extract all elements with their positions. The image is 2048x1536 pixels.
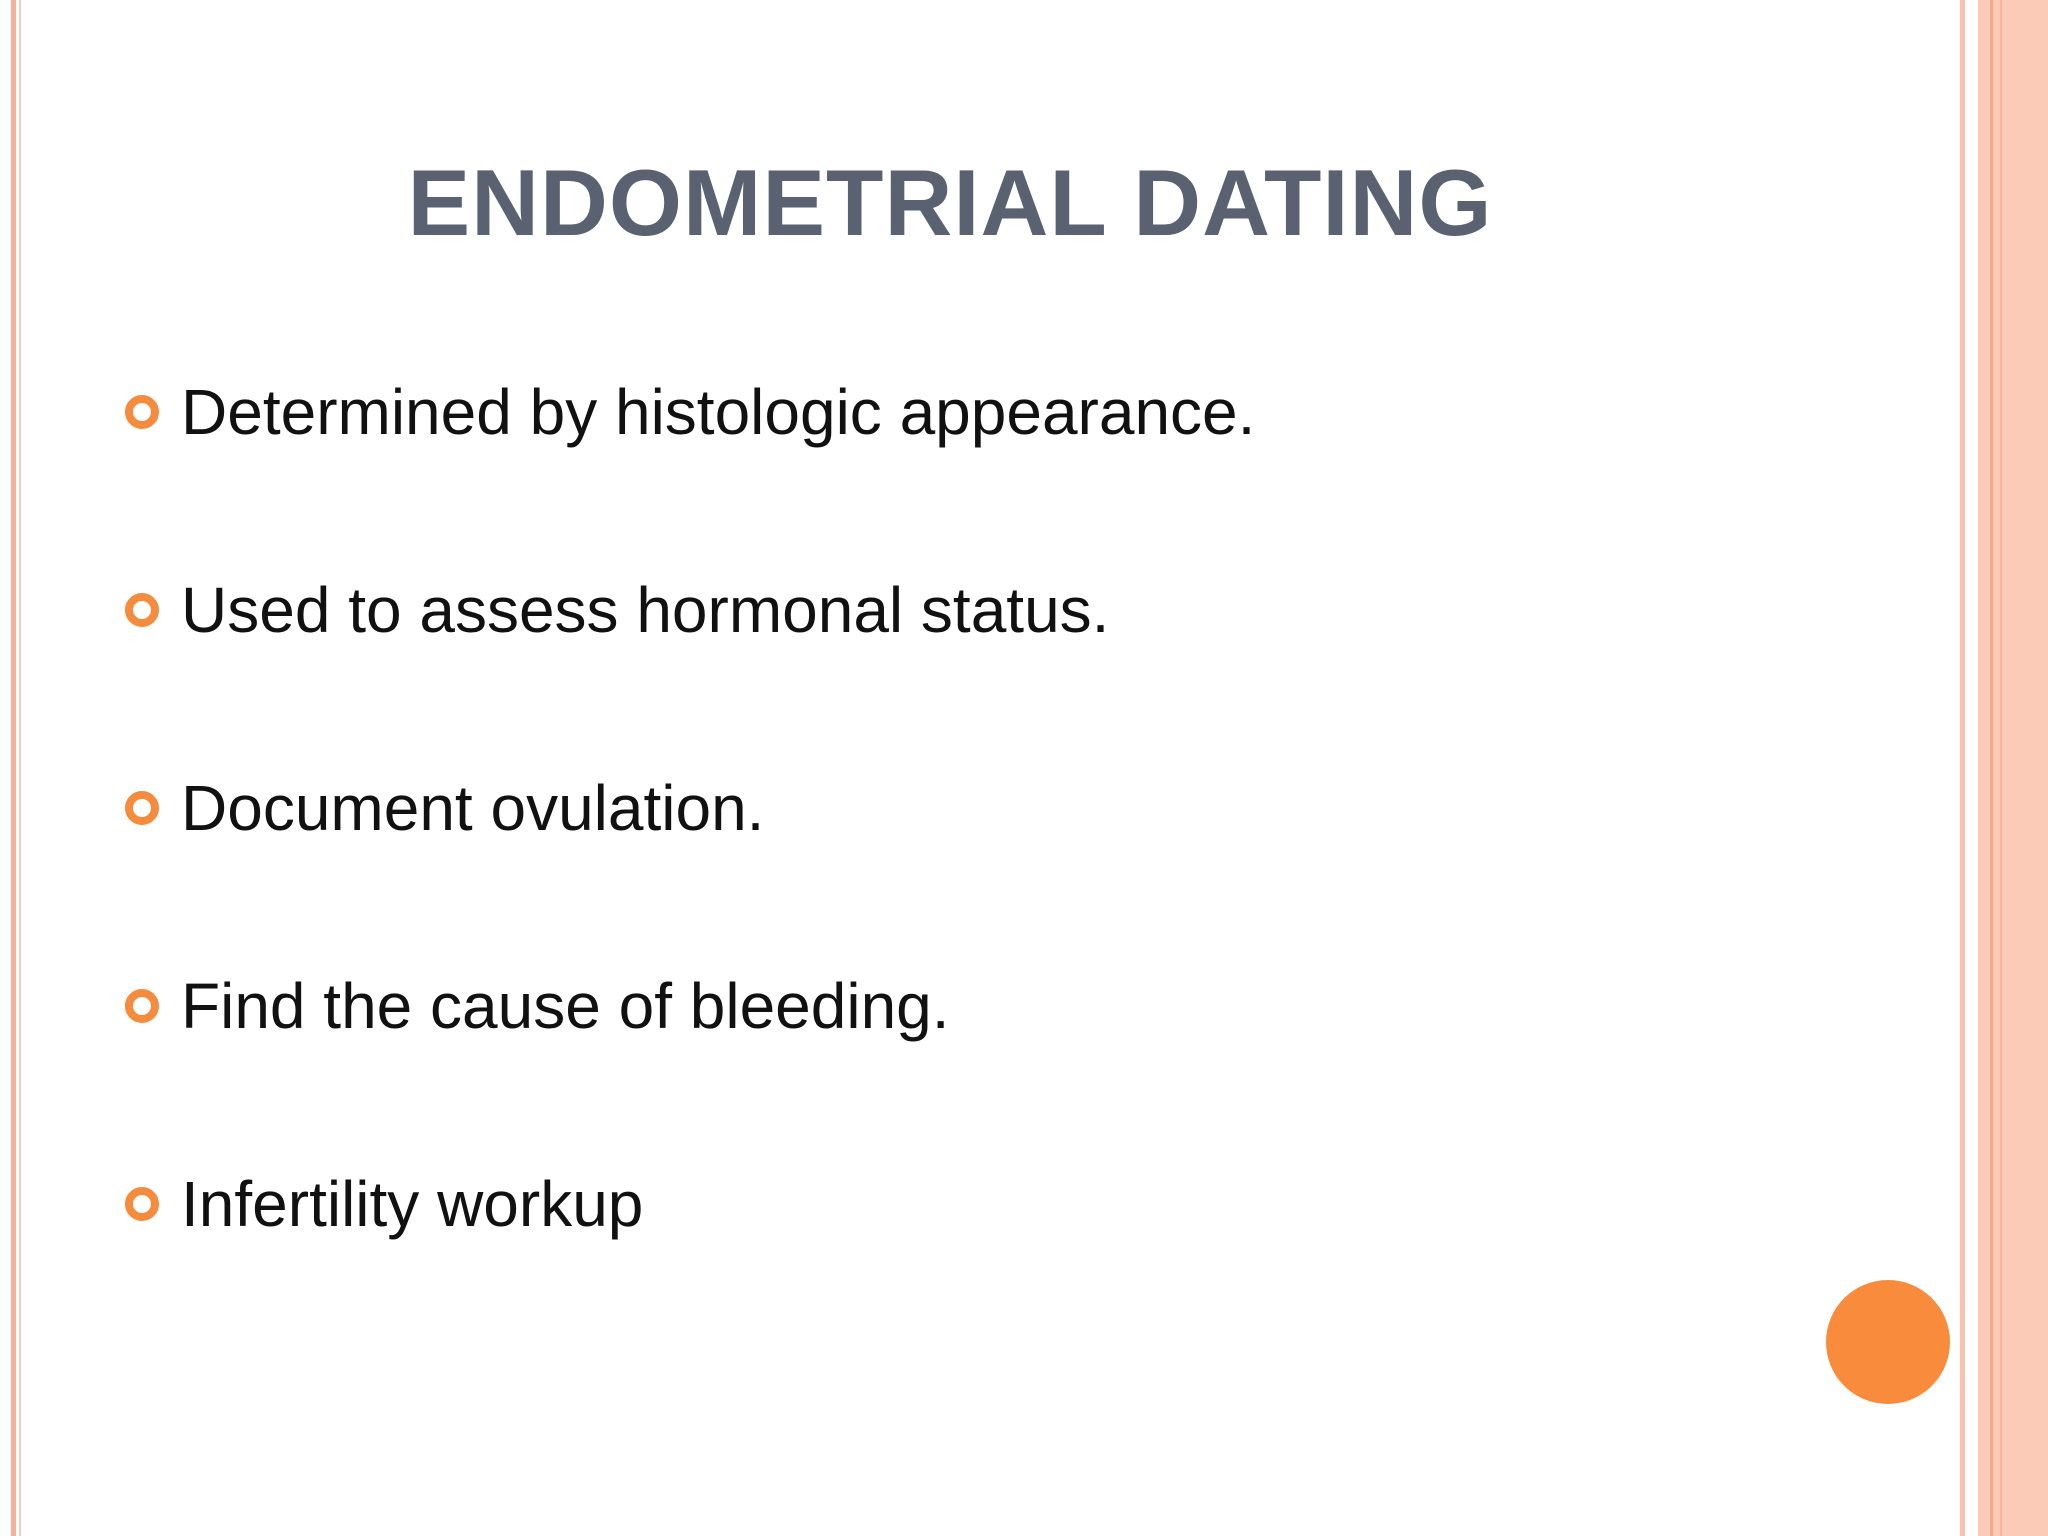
right-decorative-line [1990, 0, 1993, 1536]
bullet-icon [125, 1187, 159, 1221]
bullet-text: Determined by histologic appearance. [181, 376, 1256, 448]
bullet-icon [125, 395, 159, 429]
bullet-text: Find the cause of bleeding. [181, 970, 950, 1042]
right-decorative-line-2 [2000, 0, 2002, 1536]
bullet-icon [125, 989, 159, 1023]
bullet-text: Infertility workup [181, 1168, 644, 1240]
bullet-item [125, 966, 950, 1046]
bullet-icon [125, 593, 159, 627]
orange-circle-decoration [1826, 1280, 1950, 1404]
slide-title: ENDOMETRIAL DATING [407, 150, 1493, 255]
bullet-item [125, 372, 1255, 452]
right-decorative-stripe-thin [1960, 0, 1965, 1536]
bullet-item [125, 1164, 643, 1244]
bullet-text: Used to assess hormonal status. [181, 574, 1110, 646]
bullet-item [125, 570, 1109, 650]
bullet-item [125, 768, 764, 848]
bullet-text: Document ovulation. [181, 772, 765, 844]
right-decorative-band [1978, 0, 2048, 1536]
bullet-icon [125, 791, 159, 825]
